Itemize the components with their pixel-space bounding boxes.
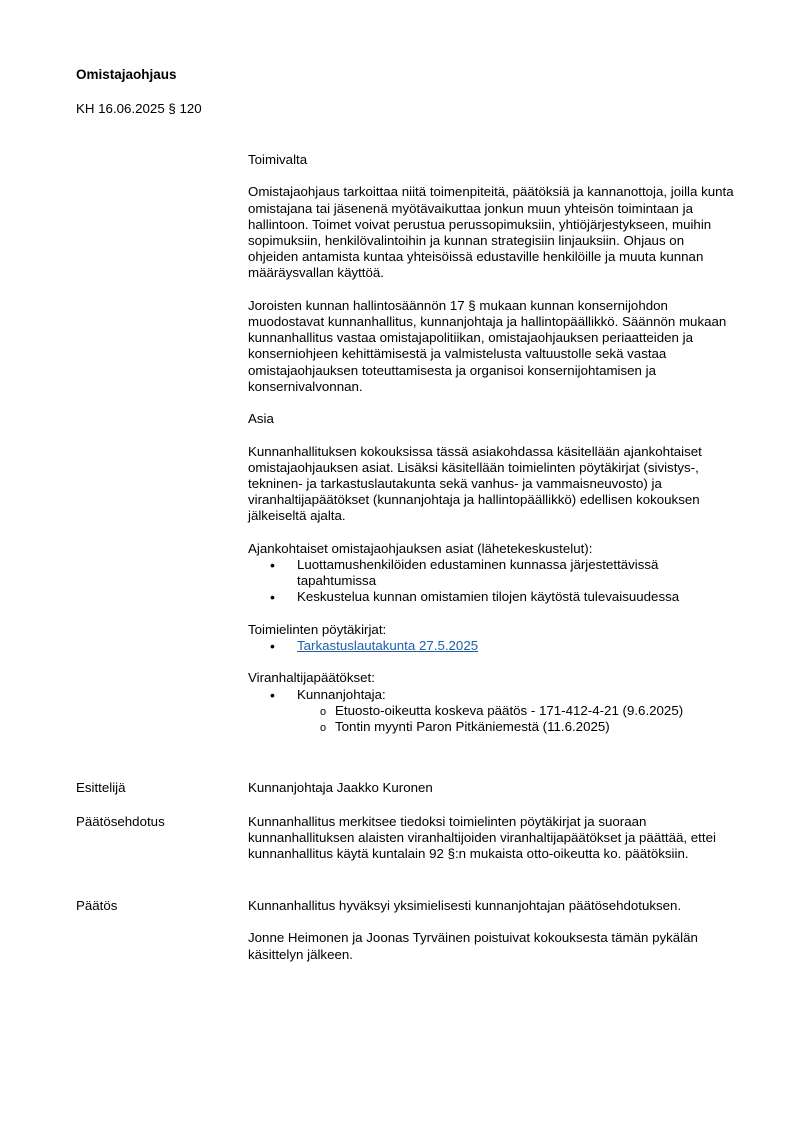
paatos-value: Kunnanhallitus hyväksyi yksimielisesti kunnanjohtajan päätösehdotuksen. [248, 898, 682, 913]
heading-toimivalta: Toimivalta [248, 152, 308, 167]
document-title: Omistajaohjaus [76, 67, 177, 82]
list-item [248, 638, 738, 654]
esittelija-label: Esittelijä [76, 780, 126, 795]
viranhaltija-list [248, 687, 738, 703]
viranhaltija-label: Viranhaltijapäätökset: [248, 670, 375, 686]
heading-asia: Asia [248, 411, 274, 427]
list-item: • Luottamushenkilöiden edustaminen kunnassa järjestettävissä tapahtumissa [248, 557, 738, 589]
paragraph-hallintosaanto: Joroisten kunnan hallintosäännön 17 § mukaan kunnan konsernijohdon muodostavat kunnanhallitus, kunnanjohtaja ja hallintopäällikkö. Säännön mukaan kunnanhallitus vastaa omistajapolitiikan, omistajaohjauksen periaatteiden ja konserniohjeen kehittämisestä ja valmistelusta valtuustolle sekä vastaa omistajaohjauksen toteuttamisesta ja organisoi konsernijohtamisen ja konsernivalvonnan. [248, 297, 727, 394]
paragraph-asia: Kunnanhallituksen kokouksissa tässä asiakohdassa käsitellään ajankohtaiset omistajaohjauksen asiat. Lisäksi käsitellään toimielinten pöytäkirjat (sivistys-, tekninen- ja tarkastuslautakunta sekä vanhus- ja vammaisneuvosto) ja viranhaltijapäätökset (kunnanjohtaja ja hallintopäällikkö) edellisen kokouksen jälkeiseltä ajalta. [248, 443, 702, 524]
sublist-item: o Etuosto-oikeutta koskeva päätös - 171-412-4-21 (9.6.2025) [297, 703, 738, 719]
ajankohtaiset-label: Ajankohtaiset omistajaohjauksen asiat (lähetekeskustelut): [248, 540, 593, 556]
paatos-label: Päätös [76, 898, 118, 913]
paatosehdotus-label: Päätösehdotus [76, 814, 165, 829]
main-content [248, 152, 738, 735]
paatos-note: Jonne Heimonen ja Joonas Tyrväinen poistuivat kokouksesta tämän pykälän käsittelyn jälkeen. [248, 930, 698, 962]
kunnanjohtaja-group-label: Kunnanjohtaja: [297, 686, 386, 702]
poytakirjat-list [248, 638, 738, 654]
tarkastuslautakunta-link[interactable]: Tarkastuslautakunta 27.5.2025 [297, 638, 479, 653]
list-item [248, 687, 738, 703]
esittelija-value: Kunnanjohtaja Jaakko Kuronen [248, 780, 433, 795]
meeting-reference: KH 16.06.2025 § 120 [76, 101, 202, 116]
ajankohtaiset-list [248, 557, 738, 606]
viranhaltija-sublist [297, 703, 738, 735]
paatosehdotus-value: Kunnanhallitus merkitsee tiedoksi toimielinten pöytäkirjat ja suoraan kunnanhallituksen alaisten viranhaltijoiden viranhaltijapäätökset ja päättää, ettei kunnanhallitus käytä kuntalain 92 §:n mukaista otto-oikeutta ko. päätöksiin. [248, 814, 716, 862]
list-item: • Keskustelua kunnan omistamien tilojen käytöstä tulevaisuudessa [248, 589, 738, 605]
sublist-item: o Tontin myynti Paron Pitkäniemestä (11.6.2025) [297, 719, 738, 735]
poytakirjat-label: Toimielinten pöytäkirjat: [248, 621, 387, 637]
paragraph-omistajaohjaus: Omistajaohjaus tarkoittaa niitä toimenpiteitä, päätöksiä ja kannanottoja, joilla kunta omistajana tai jäsenenä myötävaikuttaa jonkun muun yhteisön toimintaan ja hallintoon. Toimet voivat perustua perussopimuksiin, yhtiöjärjestykseen, muihin sopimuksiin, henkilövalintoihin ja kunnan strategisiin linjauksiin. Ohjaus on ohjeiden antamista kuntaa yhteisöissä edustaville henkilöille ja muuta kunnan määräysvallan käyttöä. [248, 184, 734, 281]
paatos-values [248, 898, 738, 963]
